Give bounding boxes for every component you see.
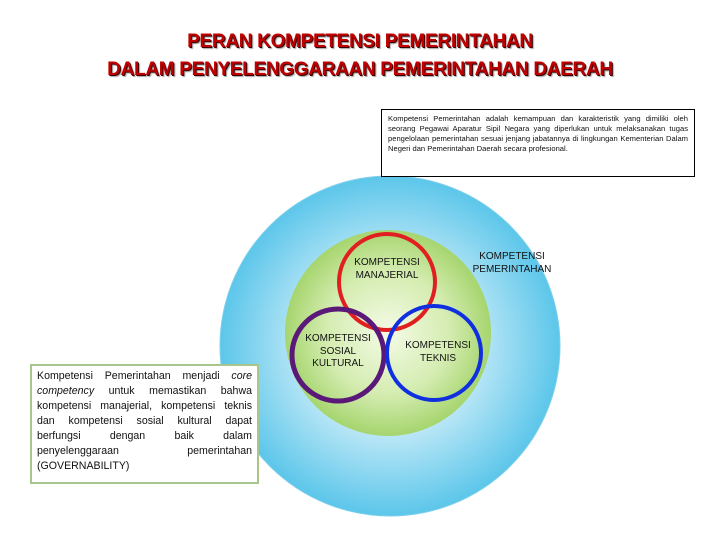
label-pemerintahan (462, 251, 562, 276)
label-sosial-line1: KOMPETENSI (305, 333, 371, 344)
note-text-after: untuk memastikan bahwa kompetensi manajerial, kompetensi teknis dan kompetensi sosial kultural dapat berfungsi dengan baik dalam penyelenggaraan pemerintahan (GOVERNABILITY) (37, 385, 252, 473)
label-sosial-line2: SOSIAL (319, 345, 357, 357)
label-manajerial-line1: KOMPETENSI (354, 257, 420, 268)
note-box (30, 364, 259, 484)
title-line-1: PERAN KOMPETENSI PEMERINTAHAN (187, 31, 533, 52)
label-pemerintahan-line1: KOMPETENSI (479, 251, 545, 262)
definition-box: Kompetensi Pemerintahan adalah kemampuan dan karakteristik yang dimiliki oleh seorang Pegawai Aparatur Sipil Negara yang diperlukan untuk melaksanakan tugas pengelolaan pemerintahan sesuai jenjang jabatannya di lingkungan Kementerian Dalam Negeri dan Pemerintahan Daerah secara profesional. (381, 109, 695, 177)
label-manajerial-line2: MANAJERIAL (355, 269, 419, 281)
label-teknis (398, 340, 478, 365)
label-sosial-line3: KULTURAL (312, 358, 364, 369)
note-text-before: Kompetensi Pemerintahan menjadi (37, 370, 232, 382)
label-teknis-line2: TEKNIS (419, 352, 457, 364)
label-sosial (298, 333, 378, 371)
label-pemerintahan-line2: PEMERINTAHAN (472, 263, 552, 275)
label-manajerial (342, 257, 432, 282)
label-teknis-line1: KOMPETENSI (405, 340, 471, 351)
note-emphasis: core competency (37, 370, 252, 398)
title-line-2: DALAM PENYELENGGARAAN PEMERINTAHAN DAERAH (107, 59, 613, 80)
